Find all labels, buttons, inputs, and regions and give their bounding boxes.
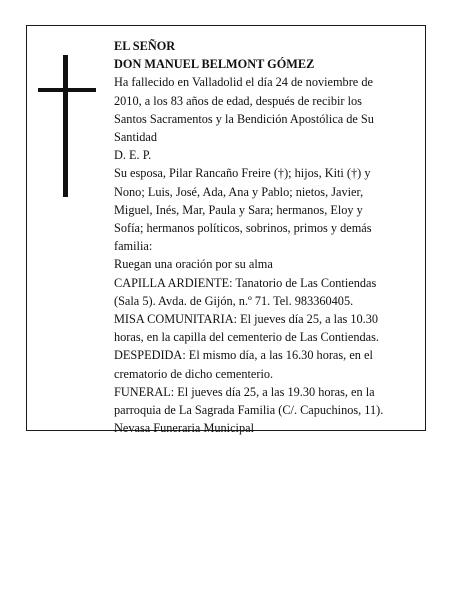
cross-horizontal-bar xyxy=(38,88,96,92)
rip-line: D. E. P. xyxy=(114,148,152,163)
family-line: Su esposa, Pilar Rancaño Freire (†); hijos, Kiti (†) y xyxy=(114,166,371,181)
farewell-line: DESPEDIDA: El mismo día, a las 16.30 horas, en el xyxy=(114,348,373,363)
obituary-text xyxy=(114,37,416,437)
body-line: Santos Sacramentos y la Bendición Apostólica de Su xyxy=(114,111,374,126)
latin-cross-icon xyxy=(38,55,96,197)
chapel-line: CAPILLA ARDIENTE: Tanatorio de Las Contiendas xyxy=(114,275,377,290)
chapel-line: (Sala 5). Avda. de Gijón, n.º 71. Tel. 983360405. xyxy=(114,293,354,308)
farewell-line: crematorio de dicho cementerio. xyxy=(114,366,274,381)
prayer-line: Ruegan una oración por su alma xyxy=(114,257,273,272)
deceased-name: DON MANUEL BELMONT GÓMEZ xyxy=(114,57,315,72)
cross-vertical-bar xyxy=(63,55,68,197)
funeral-line: FUNERAL: El jueves día 25, a las 19.30 horas, en la xyxy=(114,384,375,399)
family-line: Nono; Luis, José, Ada, Ana y Pablo; nietos, Javier, xyxy=(114,184,364,199)
family-line: Miguel, Inés, Mar, Paula y Sara; hermanos, Eloy y xyxy=(114,202,363,217)
family-line: Sofía; hermanos políticos, sobrinos, primos y demás xyxy=(114,221,372,236)
heading-title: EL SEÑOR xyxy=(114,39,176,53)
funeral-line: parroquia de La Sagrada Familia (C/. Capuchinos, 11). xyxy=(114,403,384,418)
body-line: 2010, a los 83 años de edad, después de recibir los xyxy=(114,93,362,108)
body-line: Santidad xyxy=(114,130,158,145)
funeral-home-line: Nevasa Funeraria Municipal xyxy=(114,421,254,436)
mass-line: horas, en la capilla del cementerio de Las Contiendas. xyxy=(114,330,379,345)
mass-line: MISA COMUNITARIA: El jueves día 25, a las 10.30 xyxy=(114,312,379,327)
family-line: familia: xyxy=(114,239,153,254)
body-line: Ha fallecido en Valladolid el día 24 de noviembre de xyxy=(114,75,373,90)
